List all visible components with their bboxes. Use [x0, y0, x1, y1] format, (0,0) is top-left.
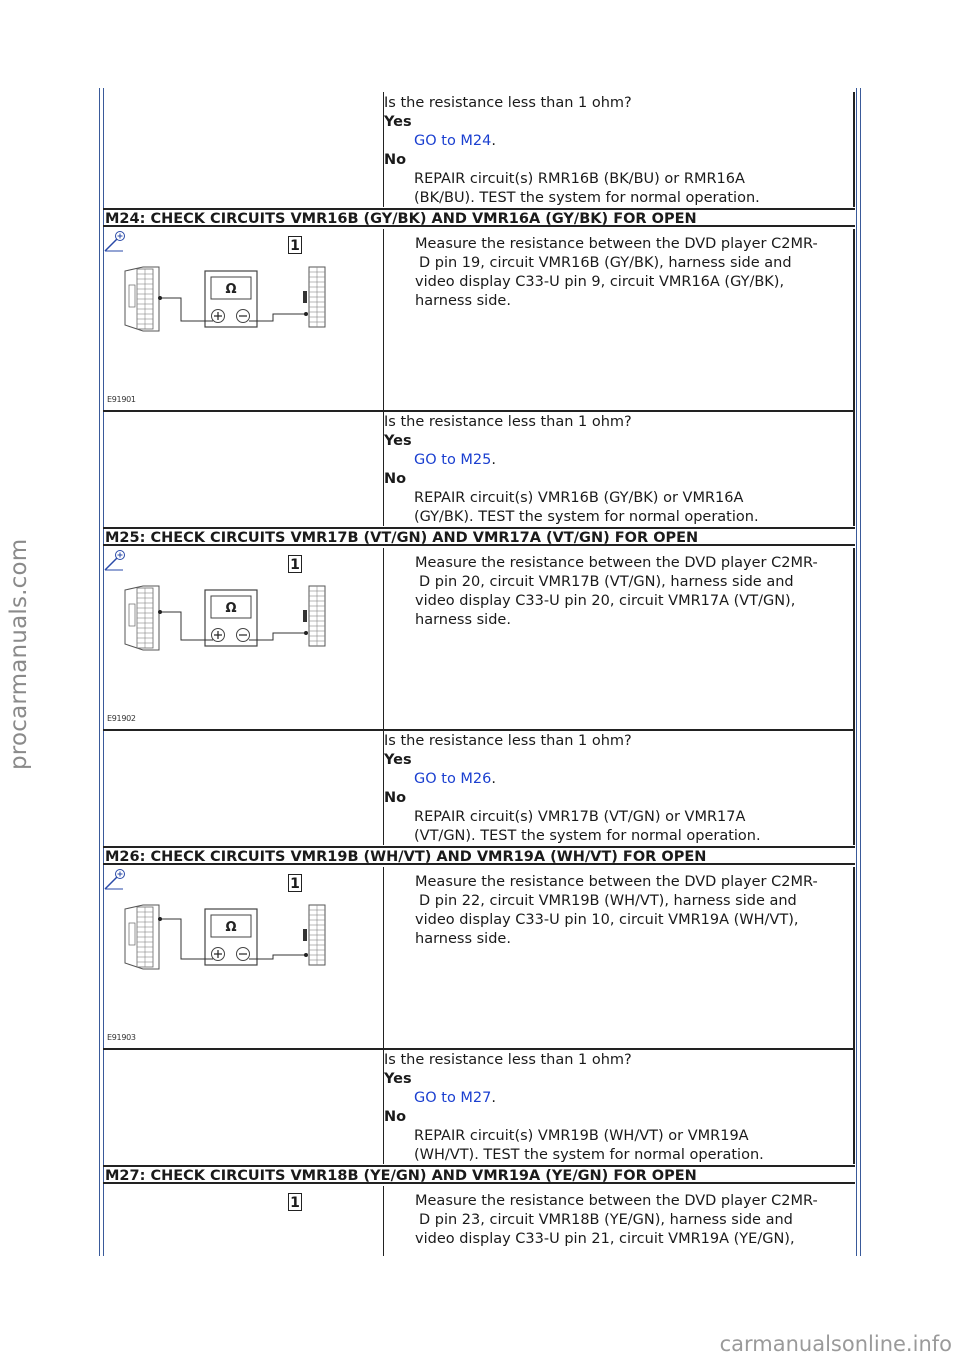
- no-action-line2: (GY/BK). TEST the system for normal operation.: [414, 509, 759, 525]
- zoom-icon[interactable]: [105, 870, 125, 890]
- diagram-cell: [103, 229, 384, 411]
- right-margin-line-inner: [860, 88, 861, 1256]
- figure-id: E91902: [107, 714, 136, 723]
- step-number-box: 1: [288, 1193, 302, 1211]
- left-margin-line: [99, 88, 100, 1256]
- goto-link[interactable]: GO to M26: [414, 771, 492, 787]
- no-action-line1: REPAIR circuit(s) VMR19B (WH/VT) or VMR19A: [414, 1128, 749, 1144]
- no-action-line2: (VT/GN). TEST the system for normal operation.: [414, 828, 761, 844]
- no-action-line2: (BK/BU). TEST the system for normal operation.: [414, 190, 760, 206]
- ohmmeter: [205, 590, 257, 646]
- empty-left-cell: [103, 92, 384, 207]
- step-number-box: 1: [288, 236, 302, 254]
- display-connector: [303, 267, 325, 327]
- top-result-block: [103, 92, 855, 207]
- result-block-m24: [103, 412, 855, 526]
- result-cell: Is the resistance less than 1 ohm? Yes GO to M26. No REPAIR circuit(s) VMR17B (VT/GN) or VMR17A (VT/GN). TEST the system for normal operation.: [384, 731, 855, 846]
- wiring-diagram-e91901: [103, 229, 383, 411]
- diagram-cell: [103, 1186, 384, 1256]
- no-label: No: [384, 790, 407, 806]
- wiring-diagram-e91902: [103, 548, 383, 730]
- dvd-connector: [125, 586, 159, 650]
- diagram-cell: [103, 548, 384, 730]
- step-number-box: 1: [288, 874, 302, 892]
- no-label: No: [384, 152, 407, 168]
- dvd-connector: [125, 905, 159, 969]
- question-text: Is the resistance less than 1 ohm?: [384, 733, 632, 749]
- wiring-diagram-e91903: [103, 867, 383, 1049]
- no-action-line1: REPAIR circuit(s) VMR17B (VT/GN) or VMR17A: [414, 809, 746, 825]
- yes-label: Yes: [384, 752, 412, 768]
- step-instruction: Measure the resistance between the DVD player C2MR- D pin 22, circuit VMR19B (WH/VT), harness side and video display C33-U pin 10, circuit VMR19A (WH/VT), harness side.: [415, 874, 818, 947]
- watermark-procarmanuals: procarmanuals.com: [6, 538, 32, 770]
- step-number-box: 1: [288, 555, 302, 573]
- watermark-carmanualsonline: carmanualsonline.info: [719, 1332, 952, 1356]
- section-header-m26: M26: CHECK CIRCUITS VMR19B (WH/VT) AND VMR19A (WH/VT) FOR OPEN: [103, 846, 855, 865]
- result-cell: Is the resistance less than 1 ohm? Yes GO to M25. No REPAIR circuit(s) VMR16B (GY/BK) or VMR16A (GY/BK). TEST the system for normal operation.: [384, 412, 855, 527]
- ohm-symbol: Ω: [225, 920, 237, 935]
- figure-id: E91903: [107, 1033, 136, 1042]
- section-header-m27: M27: CHECK CIRCUITS VMR18B (YE/GN) AND VMR19A (YE/GN) FOR OPEN: [103, 1165, 855, 1184]
- dvd-connector: [125, 267, 159, 331]
- yes-label: Yes: [384, 433, 412, 449]
- right-margin-line: [856, 88, 857, 1256]
- section-header-m25: M25: CHECK CIRCUITS VMR17B (VT/GN) AND VMR17A (VT/GN) FOR OPEN: [103, 527, 855, 546]
- result-cell: Is the resistance less than 1 ohm? Yes GO to M27. No REPAIR circuit(s) VMR19B (WH/VT) or VMR19A (WH/VT). TEST the system for normal operation.: [384, 1050, 855, 1165]
- result-block-m25: [103, 731, 855, 845]
- ohm-symbol: Ω: [225, 601, 237, 616]
- no-label: No: [384, 471, 407, 487]
- result-block-m26: [103, 1050, 855, 1164]
- zoom-icon[interactable]: [105, 232, 125, 252]
- goto-link[interactable]: GO to M27: [414, 1090, 492, 1106]
- ohmmeter: [205, 909, 257, 965]
- ohm-symbol: Ω: [225, 282, 237, 297]
- section-header-m24: M24: CHECK CIRCUITS VMR16B (GY/BK) AND VMR16A (GY/BK) FOR OPEN: [103, 208, 855, 227]
- no-action-line2: (WH/VT). TEST the system for normal operation.: [414, 1147, 764, 1163]
- result-cell: Is the resistance less than 1 ohm? Yes GO to M24. No REPAIR circuit(s) RMR16B (BK/BU) or RMR16A (BK/BU). TEST the system for normal operation.: [384, 92, 855, 208]
- step-instruction: Measure the resistance between the DVD player C2MR- D pin 19, circuit VMR16B (GY/BK), harness side and video display C33-U pin 9, circuit VMR16A (GY/BK), harness side.: [415, 236, 818, 309]
- no-label: No: [384, 1109, 407, 1125]
- no-action-line1: REPAIR circuit(s) RMR16B (BK/BU) or RMR16A: [414, 171, 745, 187]
- step-instruction: Measure the resistance between the DVD player C2MR- D pin 20, circuit VMR17B (VT/GN), harness side and video display C33-U pin 20, circuit VMR17A (VT/GN), harness side.: [415, 555, 818, 628]
- goto-link[interactable]: GO to M25: [414, 452, 492, 468]
- question-text: Is the resistance less than 1 ohm?: [384, 414, 632, 430]
- yes-label: Yes: [384, 114, 412, 130]
- display-connector: [303, 586, 325, 646]
- step-instruction: Measure the resistance between the DVD player C2MR- D pin 23, circuit VMR18B (YE/GN), harness side and video display C33-U pin 21, circuit VMR19A (YE/GN),: [415, 1193, 818, 1247]
- ohmmeter: [205, 271, 257, 327]
- goto-link[interactable]: GO to M24: [414, 133, 492, 149]
- yes-label: Yes: [384, 1071, 412, 1087]
- figure-id: E91901: [107, 395, 136, 404]
- question-text: Is the resistance less than 1 ohm?: [384, 95, 632, 111]
- zoom-icon[interactable]: [105, 551, 125, 571]
- no-action-line1: REPAIR circuit(s) VMR16B (GY/BK) or VMR16A: [414, 490, 744, 506]
- question-text: Is the resistance less than 1 ohm?: [384, 1052, 632, 1068]
- diagram-cell: [103, 867, 384, 1049]
